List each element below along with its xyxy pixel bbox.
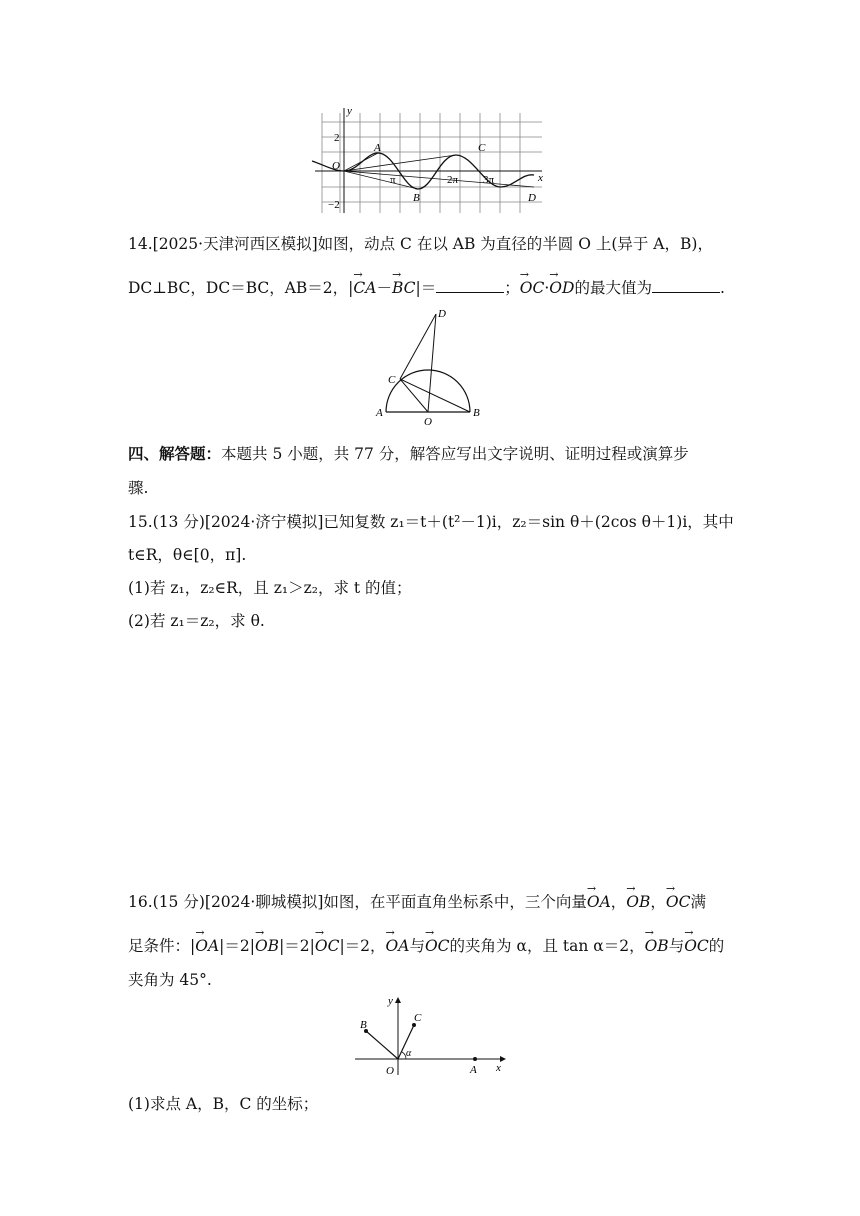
tick-pi: π	[390, 174, 396, 186]
x-axis-label: x	[496, 1062, 501, 1074]
figure-semicircle	[372, 305, 492, 430]
section-four-line1	[128, 442, 689, 464]
tick-2pi: 2π	[447, 174, 459, 186]
q16-text-a: 足条件：|	[128, 937, 196, 955]
section-four-title: 四、解答题：	[128, 444, 222, 463]
point-b-label: B	[413, 192, 420, 204]
label-a: A	[376, 407, 383, 419]
label-d: D	[438, 308, 446, 320]
q15-line2: t∈R，θ∈[0，π].	[128, 546, 247, 564]
dot-operator: ·	[544, 279, 550, 297]
tick-2: 2	[334, 132, 340, 144]
vector-ob: → OB	[255, 937, 279, 955]
q16-part1: (1)求点 A，B，C 的坐标；	[128, 1095, 319, 1113]
tick-minus-2: −2	[328, 199, 340, 211]
tick-3pi: 3π	[483, 174, 495, 186]
period: .	[719, 279, 725, 297]
q16-line1	[128, 890, 706, 912]
section-four-line2: 骤.	[128, 479, 149, 497]
q16-text-e: 的夹角为 α，且 tan α＝2，	[449, 937, 645, 955]
q16-text-d: |＝2，	[339, 937, 386, 955]
comma: ，	[650, 893, 666, 911]
point-b-label: B	[360, 1019, 367, 1031]
q16-text-a: 16.(15 分)[2024·聊城模拟]如图，在平面直角坐标系中，三个向量	[128, 893, 587, 911]
q16-text-b: |＝2|	[219, 937, 255, 955]
vector-od: → OD	[549, 279, 574, 297]
vector-oa: → OA	[386, 937, 410, 955]
label-o: O	[424, 416, 432, 428]
q16-line2	[128, 934, 724, 956]
q16-text-b: 满	[690, 893, 707, 911]
q15-part1: (1)若 z₁，z₂∈R，且 z₁＞z₂，求 t 的值；	[128, 579, 412, 597]
vector-oc: → OC	[315, 937, 340, 955]
q15-part2: (2)若 z₁＝z₂，求 θ.	[128, 612, 265, 630]
figure-sine-graph	[310, 105, 550, 217]
point-d-label: D	[528, 192, 536, 204]
y-axis-label: y	[388, 995, 393, 1007]
q16-text-c: |＝2|	[279, 937, 315, 955]
conjunction: 与	[668, 937, 685, 955]
origin-label: O	[386, 1065, 394, 1077]
label-c: C	[388, 374, 396, 386]
figure-vectors	[350, 995, 510, 1080]
q15-line1: 15.(13 分)[2024·济宁模拟]已知复数 z₁＝t＋(t²－1)i，z₂＝sin θ＋(2cos θ＋1)i，其中	[128, 513, 734, 531]
q14-text-c: 的最大值为	[574, 279, 652, 297]
vector-oc: → OC	[666, 893, 691, 911]
separator: ；	[504, 279, 520, 297]
y-axis-label: y	[347, 105, 352, 117]
section-four-text: 本题共 5 小题，共 77 分，解答应写出文字说明、证明过程或演算步	[221, 445, 689, 463]
vector-oa: → OA	[195, 937, 219, 955]
point-c-label: C	[414, 1012, 422, 1024]
q14-line2	[128, 276, 725, 298]
point-c-label: C	[478, 142, 486, 154]
q14-text-a: DC⊥BC，DC＝BC，AB＝2，|	[128, 279, 354, 297]
point-a-label: A	[470, 1064, 477, 1076]
q14-line1: 14.[2025·天津河西区模拟]如图，动点 C 在以 AB 为直径的半圆 O 上(异于 A，B)，	[128, 235, 713, 253]
vector-bc: → BC	[392, 279, 416, 297]
q16-text-f: 的	[708, 937, 725, 955]
alpha-label: α	[406, 1048, 412, 1059]
vector-oc: → OC	[520, 279, 545, 297]
q14-text-b: |＝	[415, 279, 437, 297]
vector-ob: → OB	[626, 893, 650, 911]
answer-blank-1[interactable]	[436, 278, 504, 293]
vector-ob: → OB	[645, 937, 669, 955]
comma: ，	[610, 893, 627, 911]
answer-blank-2[interactable]	[652, 278, 720, 293]
vector-oa: → OA	[587, 893, 611, 911]
label-b: B	[473, 407, 480, 419]
vector-oc: → OC	[684, 937, 709, 955]
vector-oc: → OC	[425, 937, 450, 955]
vector-ca: → CA	[353, 279, 376, 297]
origin-label: O	[332, 160, 340, 172]
conjunction: 与	[409, 937, 425, 955]
x-axis-label: x	[538, 172, 543, 184]
point-a-label: A	[374, 142, 381, 154]
minus-sign: －	[376, 279, 392, 297]
q16-line3: 夹角为 45°.	[128, 971, 212, 989]
